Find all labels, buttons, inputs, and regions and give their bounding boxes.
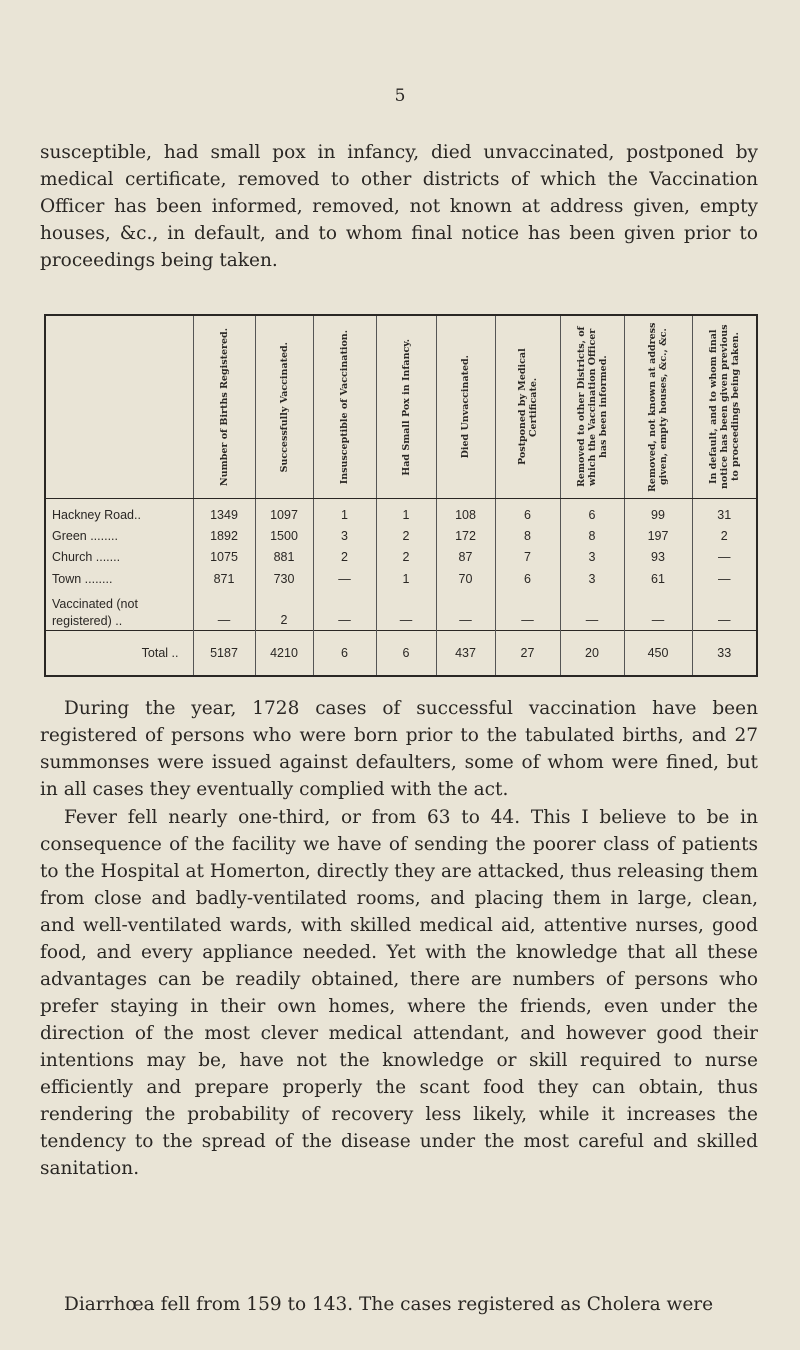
table-cell: — [193, 590, 255, 631]
table-cell: 6 [495, 569, 560, 590]
table-cell: 197 [624, 526, 692, 547]
paragraph-fever: Fever fell nearly one-third, or from 63 to 44. This I believe to be in consequence of the facility we have of sending the poorer class of patients to the Hospital at Homerton, directly they are attacked, thus releasing them from close and badly-ventilated rooms, and placing them in large, clean, and well-ventilated wards, with skilled medical aid, attentive nurses, good food, and every appliance needed. Yet with the knowledge that all these advantages can be readily obtained, there are numbers of persons who prefer staying in their own homes, where the friends, even under the direction of the most clever medical attendant, and however good their intentions may be, have not the knowledge or skill required to nurse efficiently and prepare properly the scant food they can obtain, thus rendering the probability of recovery less likely, while it increases the tendency to the spread of the disease under the most careful and skilled sanitation. [40, 807, 758, 1179]
header-in-default: In default, and to whom final notice has been given previous to proceedings being taken. [692, 315, 757, 499]
table-cell: 1349 [193, 499, 255, 527]
table-cell: — [692, 590, 757, 631]
total-cell: 450 [624, 631, 692, 677]
row-label: Hackney Road.. [52, 508, 141, 523]
header-removed-unknown: Removed, not known at address given, empty houses, &c., &c. [624, 315, 692, 499]
table-cell: 8 [495, 526, 560, 547]
table-cell: 2 [376, 526, 436, 547]
table-cell: 2 [255, 590, 313, 631]
table-cell: 3 [560, 547, 624, 568]
table-cell: 871 [193, 569, 255, 590]
table-cell: 1892 [193, 526, 255, 547]
table-cell: 3 [560, 569, 624, 590]
table-cell: 172 [436, 526, 495, 547]
table-cell: 1 [313, 499, 376, 527]
table-cell: — [692, 569, 757, 590]
header-district [45, 315, 193, 499]
table-cell: 99 [624, 499, 692, 527]
table-cell: 881 [255, 547, 313, 568]
table-cell: 1097 [255, 499, 313, 527]
table-cell: — [692, 547, 757, 568]
table-row [45, 547, 757, 568]
total-cell: 5187 [193, 631, 255, 677]
header-small-pox: Had Small Pox in Infancy. [376, 315, 436, 499]
table-cell: 2 [313, 547, 376, 568]
table-cell: 730 [255, 569, 313, 590]
vaccination-table [44, 314, 758, 677]
header-births: Number of Births Registered. [193, 315, 255, 499]
table-cell: — [376, 590, 436, 631]
page-number: 5 [394, 86, 406, 106]
table-cell: 2 [692, 526, 757, 547]
header-died: Died Unvaccinated. [436, 315, 495, 499]
table-cell: — [313, 569, 376, 590]
table-cell: 70 [436, 569, 495, 590]
paragraph-vaccination: During the year, 1728 cases of successful vaccination have been registered of persons who were born prior to the tabulated births, and 27 summonses were issued against defaulters, some of whom were fined, but in all cases they eventually complied with the act. [40, 698, 758, 800]
table-cell: 1500 [255, 526, 313, 547]
table-cell: 31 [692, 499, 757, 527]
header-insusceptible: Insusceptible of Vaccination. [313, 315, 376, 499]
row-label: Vaccinated (not registered) .. [52, 597, 138, 628]
total-cell: 4210 [255, 631, 313, 677]
total-cell: 6 [313, 631, 376, 677]
row-label: Town ........ [52, 571, 113, 586]
table-cell: 108 [436, 499, 495, 527]
table-row [45, 590, 757, 631]
intro-paragraph: susceptible, had small pox in infancy, died unvaccinated, postponed by medical certificate, removed to other districts of which the Vaccination Officer has been informed, removed, not known at address given, empty houses, &c., in default, and to whom final notice has been given prior to proceedings being taken. [40, 142, 758, 271]
table-cell: — [313, 590, 376, 631]
row-label: Green ........ [52, 529, 118, 544]
table-cell: 61 [624, 569, 692, 590]
total-label: Total .. [45, 631, 193, 677]
header-removed-districts: Removed to other Districts, of which the Vaccination Officer has been informed. [560, 315, 624, 499]
total-cell: 6 [376, 631, 436, 677]
table-cell: — [560, 590, 624, 631]
total-cell: 437 [436, 631, 495, 677]
paragraph-diarrhoea: Diarrhœa fell from 159 to 143. The cases registered as Cholera were [64, 1294, 714, 1315]
table-cell: 1 [376, 569, 436, 590]
table-header-row [45, 315, 757, 499]
table-cell: 87 [436, 547, 495, 568]
table-cell: 8 [560, 526, 624, 547]
table-cell: — [624, 590, 692, 631]
row-label: Church ....... [52, 550, 121, 565]
table-cell: — [436, 590, 495, 631]
table-cell: 3 [313, 526, 376, 547]
header-postponed: Postponed by Medical Certificate. [495, 315, 560, 499]
table-cell: 93 [624, 547, 692, 568]
total-cell: 27 [495, 631, 560, 677]
table-cell: 2 [376, 547, 436, 568]
total-cell: 33 [692, 631, 757, 677]
table-cell: 6 [560, 499, 624, 527]
header-vaccinated: Successfully Vaccinated. [255, 315, 313, 499]
table-cell: — [495, 590, 560, 631]
table-cell: 1 [376, 499, 436, 527]
table-row [45, 569, 757, 590]
table-cell: 6 [495, 499, 560, 527]
table-cell: 1075 [193, 547, 255, 568]
table-row [45, 526, 757, 547]
table-row [45, 499, 757, 527]
table-cell: 7 [495, 547, 560, 568]
total-row [45, 631, 757, 677]
total-cell: 20 [560, 631, 624, 677]
